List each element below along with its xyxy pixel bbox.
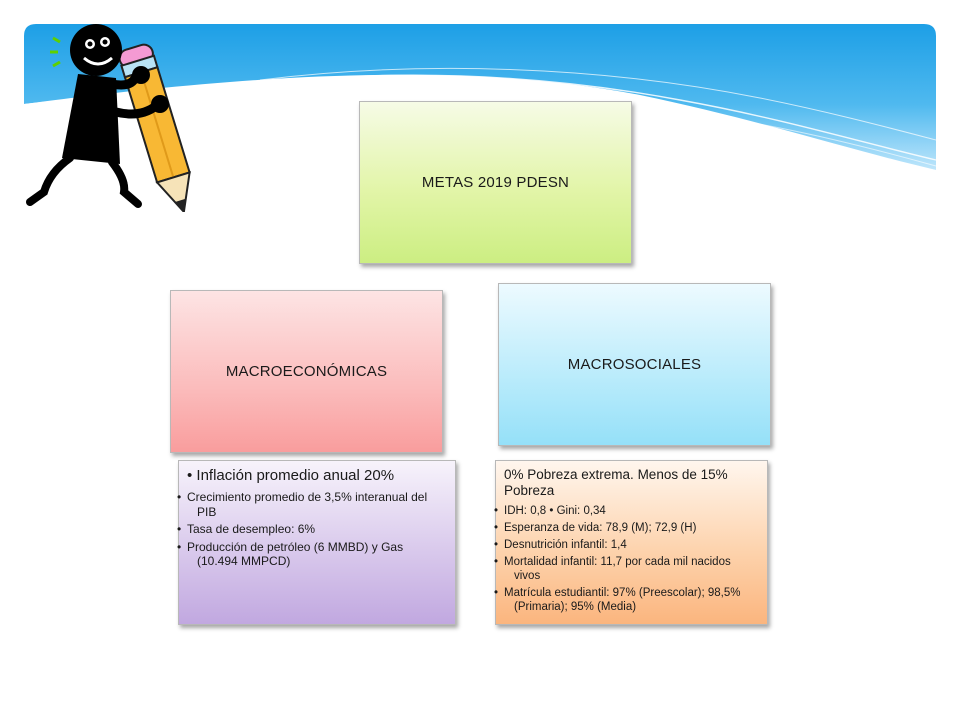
list-item: • Esperanza de vida: 78,9 (M); 72,9 (H)	[504, 521, 759, 535]
macrosociales-title: MACROSOCIALES	[567, 356, 702, 373]
macrosociales-details-box	[495, 460, 768, 625]
list-item: • Matrícula estudiantil: 97% (Preescolar); 98,5% (Primaria); 95% (Media)	[504, 586, 759, 614]
macrosociales-list	[504, 504, 759, 614]
list-item: • IDH: 0,8 • Gini: 0,34	[504, 504, 759, 518]
macroeconomicas-headline: • Inflación promedio anual 20%	[187, 467, 447, 484]
list-item: • Crecimiento promedio de 3,5% interanual del PIB	[187, 490, 447, 519]
macrosociales-headline: 0% Pobreza extrema. Menos de 15% Pobreza	[504, 467, 728, 498]
macroeconomicas-box	[170, 290, 443, 453]
list-item: • Desnutrición infantil: 1,4	[504, 538, 759, 552]
list-item: • Mortalidad infantil: 11,7 por cada mil nacidos vivos	[504, 555, 759, 583]
metas-title: METAS 2019 PDESN	[421, 174, 570, 191]
list-item: • Producción de petróleo (6 MMBD) y Gas (10.494 MMPCD)	[187, 540, 447, 569]
list-item: • Tasa de desempleo: 6%	[187, 522, 447, 537]
stick-figure-with-pencil-icon	[20, 22, 220, 212]
macroeconomicas-title: MACROECONÓMICAS	[225, 363, 388, 380]
macrosociales-box	[498, 283, 771, 446]
macroeconomicas-details-box	[178, 460, 456, 625]
macroeconomicas-list	[187, 490, 447, 569]
metas-box	[359, 101, 632, 264]
